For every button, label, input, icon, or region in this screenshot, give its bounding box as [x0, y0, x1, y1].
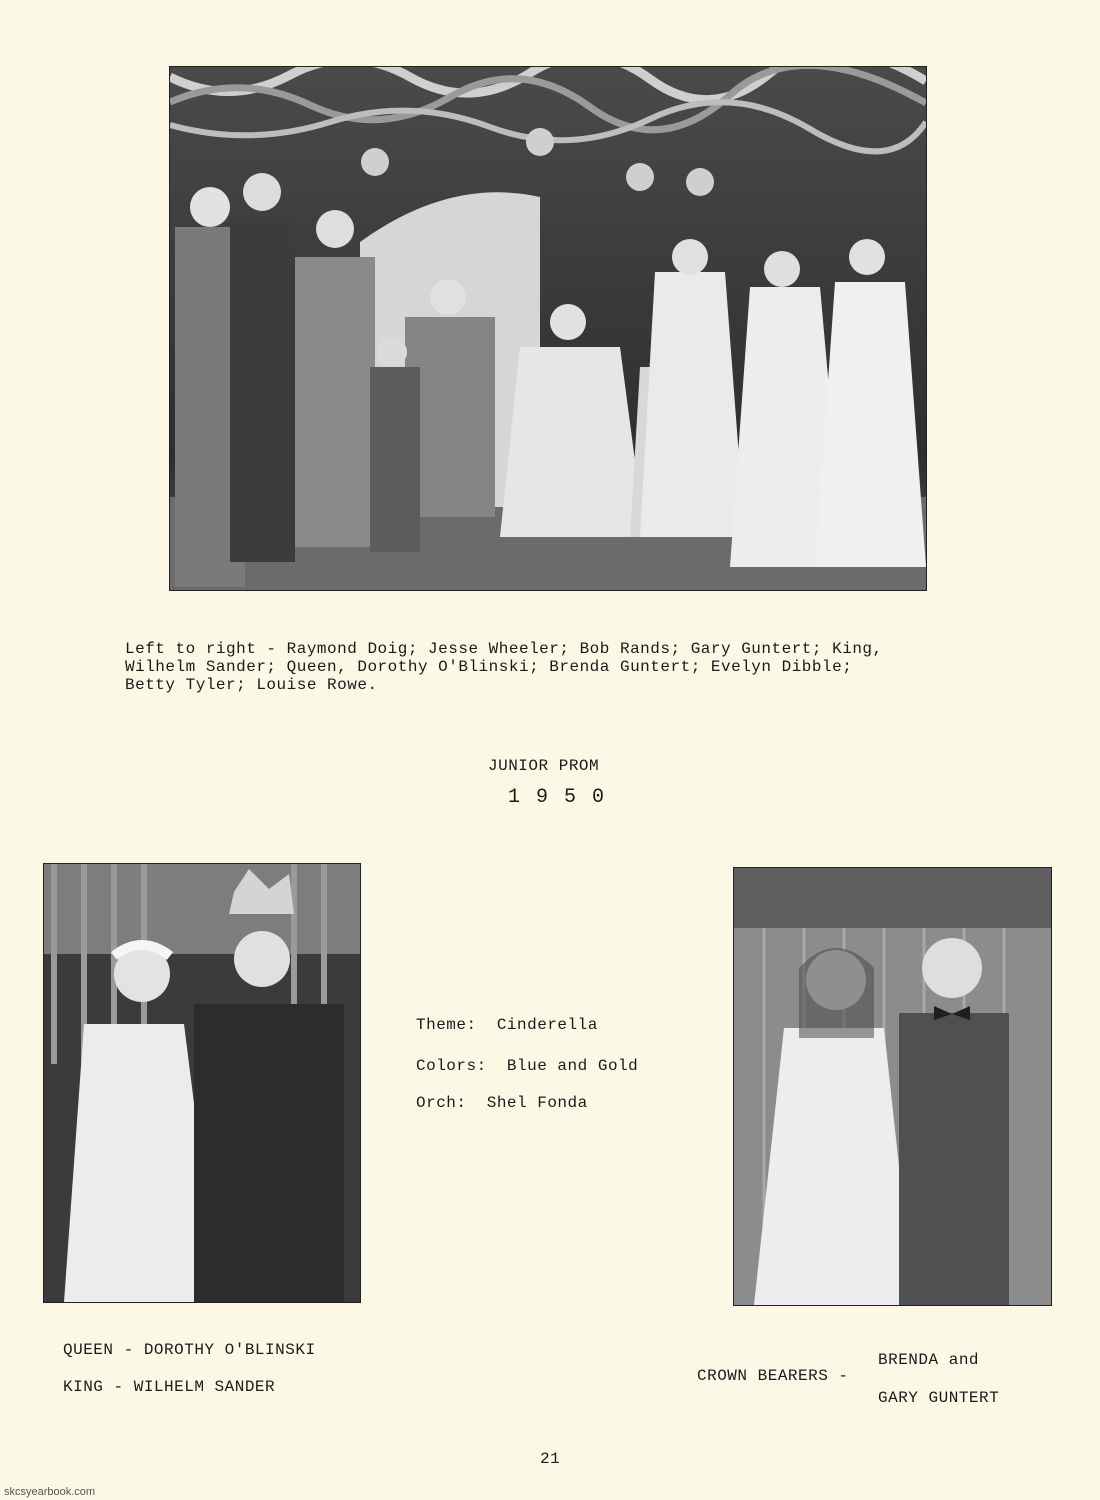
crown-bearers-names-2: GARY GUNTERT [878, 1389, 1000, 1407]
colors-value: Blue and Gold [506, 1057, 639, 1075]
caption-line-2: Wilhelm Sander; Queen, Dorothy O'Blinski; Brenda Guntert; Evelyn Dibble; [125, 658, 853, 676]
event-year: 1 9 5 0 [508, 786, 607, 809]
event-title: JUNIOR PROM [488, 757, 600, 775]
crown-bearers-names-1: BRENDA and [878, 1351, 980, 1369]
page-number: 21 [540, 1450, 561, 1468]
group-photo-caption [125, 640, 883, 694]
theme-value: Cinderella [496, 1016, 598, 1034]
queen-caption: QUEEN - DOROTHY O'BLINSKI [63, 1341, 316, 1359]
crown-bearers-photo-art [734, 868, 1051, 1305]
orch-label: Orch: [416, 1094, 467, 1112]
colors-label: Colors: [416, 1057, 487, 1075]
orch-value: Shel Fonda [486, 1094, 588, 1112]
orch-row [416, 1094, 588, 1112]
group-photo-art [170, 67, 926, 590]
crown-bearers-label: CROWN BEARERS - [697, 1367, 849, 1385]
king-caption: KING - WILHELM SANDER [63, 1378, 276, 1396]
crown-bearers-photo [734, 868, 1051, 1305]
caption-line-1: Left to right - Raymond Doig; Jesse Wheeler; Bob Rands; Gary Guntert; King, [125, 640, 883, 658]
king-queen-photo-art [44, 864, 360, 1302]
watermark-text: skcsyearbook.com [4, 1486, 96, 1498]
colors-row [416, 1057, 638, 1075]
theme-row [416, 1016, 598, 1034]
group-photo [170, 67, 926, 590]
king-queen-photo [44, 864, 360, 1302]
caption-line-3: Betty Tyler; Louise Rowe. [125, 676, 378, 694]
theme-label: Theme: [416, 1016, 477, 1034]
